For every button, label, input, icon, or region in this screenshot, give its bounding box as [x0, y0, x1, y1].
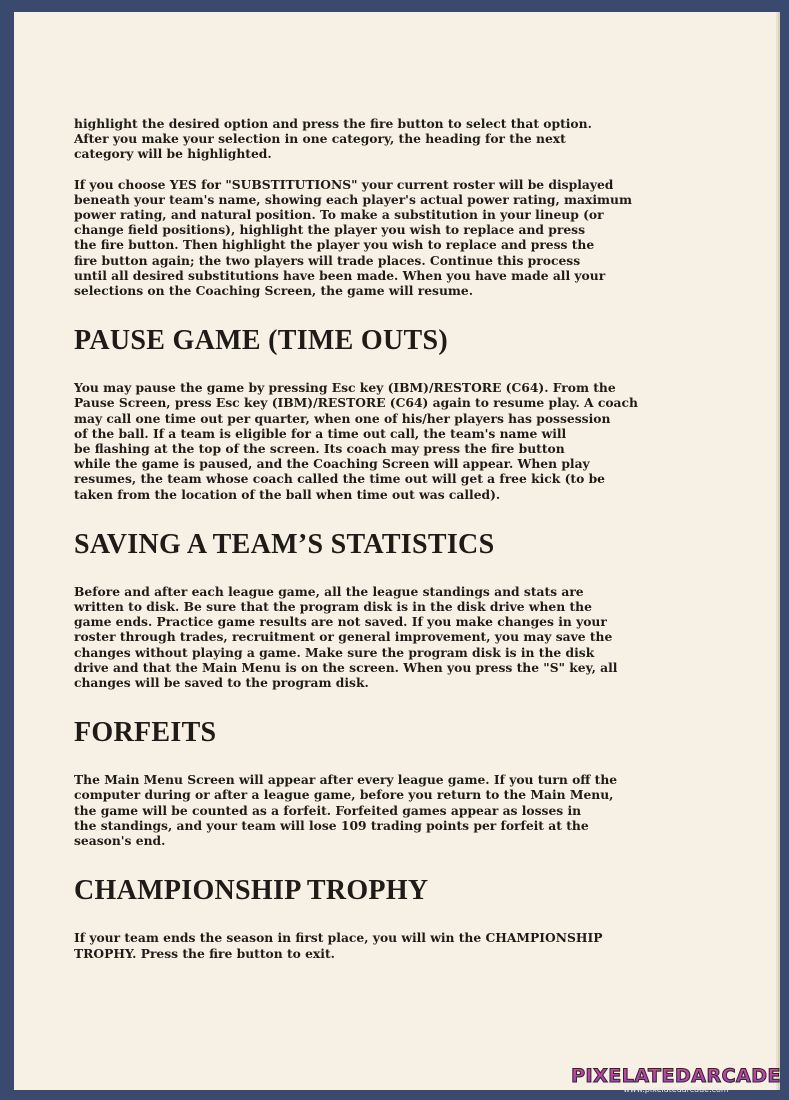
watermark: [569, 1065, 783, 1094]
manual-page: [14, 12, 776, 1090]
heading-pause-game: PAUSE GAME (TIME OUTS): [74, 325, 448, 357]
paragraph-substitutions: If you choose YES for "SUBSTITUTIONS" your current roster will be displayed beneath your team's name, showing each player's actual power rating, maximum power rating, and natural position. To make a substitution in your lineup (or change field positions), highlight the player you wish to replace and press the fire button. Then highlight the player you wish to replace and press the fire button again; the two players will trade places. Continue this process until all desired substitutions have been made. When you have made all your selections on the Coaching Screen, the game will resume.: [74, 176, 632, 299]
paragraph-coaching-options: highlight the desired option and press the fire button to select that option. After you make your selection in one category, the heading for the next category will be highlighted.: [74, 116, 592, 162]
heading-championship-trophy: CHAMPIONSHIP TROPHY: [74, 875, 429, 907]
heading-forfeits: FORFEITS: [74, 717, 217, 749]
paragraph-championship-trophy: If your team ends the season in first place, you will win the CHAMPIONSHIP TROPHY. Press the fire button to exit.: [74, 930, 603, 961]
watermark-logo: PIXELATEDARCADE: [571, 1065, 781, 1087]
paragraph-pause-game: You may pause the game by pressing Esc key (IBM)/RESTORE (C64). From the Pause Screen, press Esc key (IBM)/RESTORE (C64) again to resume play. A coach may call one time out per quarter, when one of his/her players has possession of the ball. If a team is eligible for a time out call, the team's name will be flashing at the top of the screen. Its coach may press the fire button while the game is paused, and the Coaching Screen will appear. When play resumes, the team whose coach called the time out will get a free kick (to be taken from the location of the ball when time out was called).: [74, 380, 638, 502]
watermark-url: www.pixelatedarcade.com: [623, 1085, 729, 1094]
heading-saving-statistics: SAVING A TEAM’S STATISTICS: [74, 528, 495, 560]
page-content: [74, 116, 724, 961]
paragraph-forfeits: The Main Menu Screen will appear after every league game. If you turn off the computer during or after a league game, before you return to the Main Menu, the game will be counted as a forfeit. Forfeited games appear as losses in the standings, and your team will lose 109 trading points per forfeit at the season's end.: [74, 772, 618, 849]
paragraph-saving-statistics: Before and after each league game, all the league standings and stats are written to disk. Be sure that the program disk is in the disk drive when the game ends. Practice game results are not saved. If you make changes in your roster through trades, recruitment or general improvement, you may save the changes without playing a game. Make sure the program disk is in the disk drive and that the Main Menu is on the screen. When you press the "S" key, all changes will be saved to the program disk.: [74, 583, 618, 691]
